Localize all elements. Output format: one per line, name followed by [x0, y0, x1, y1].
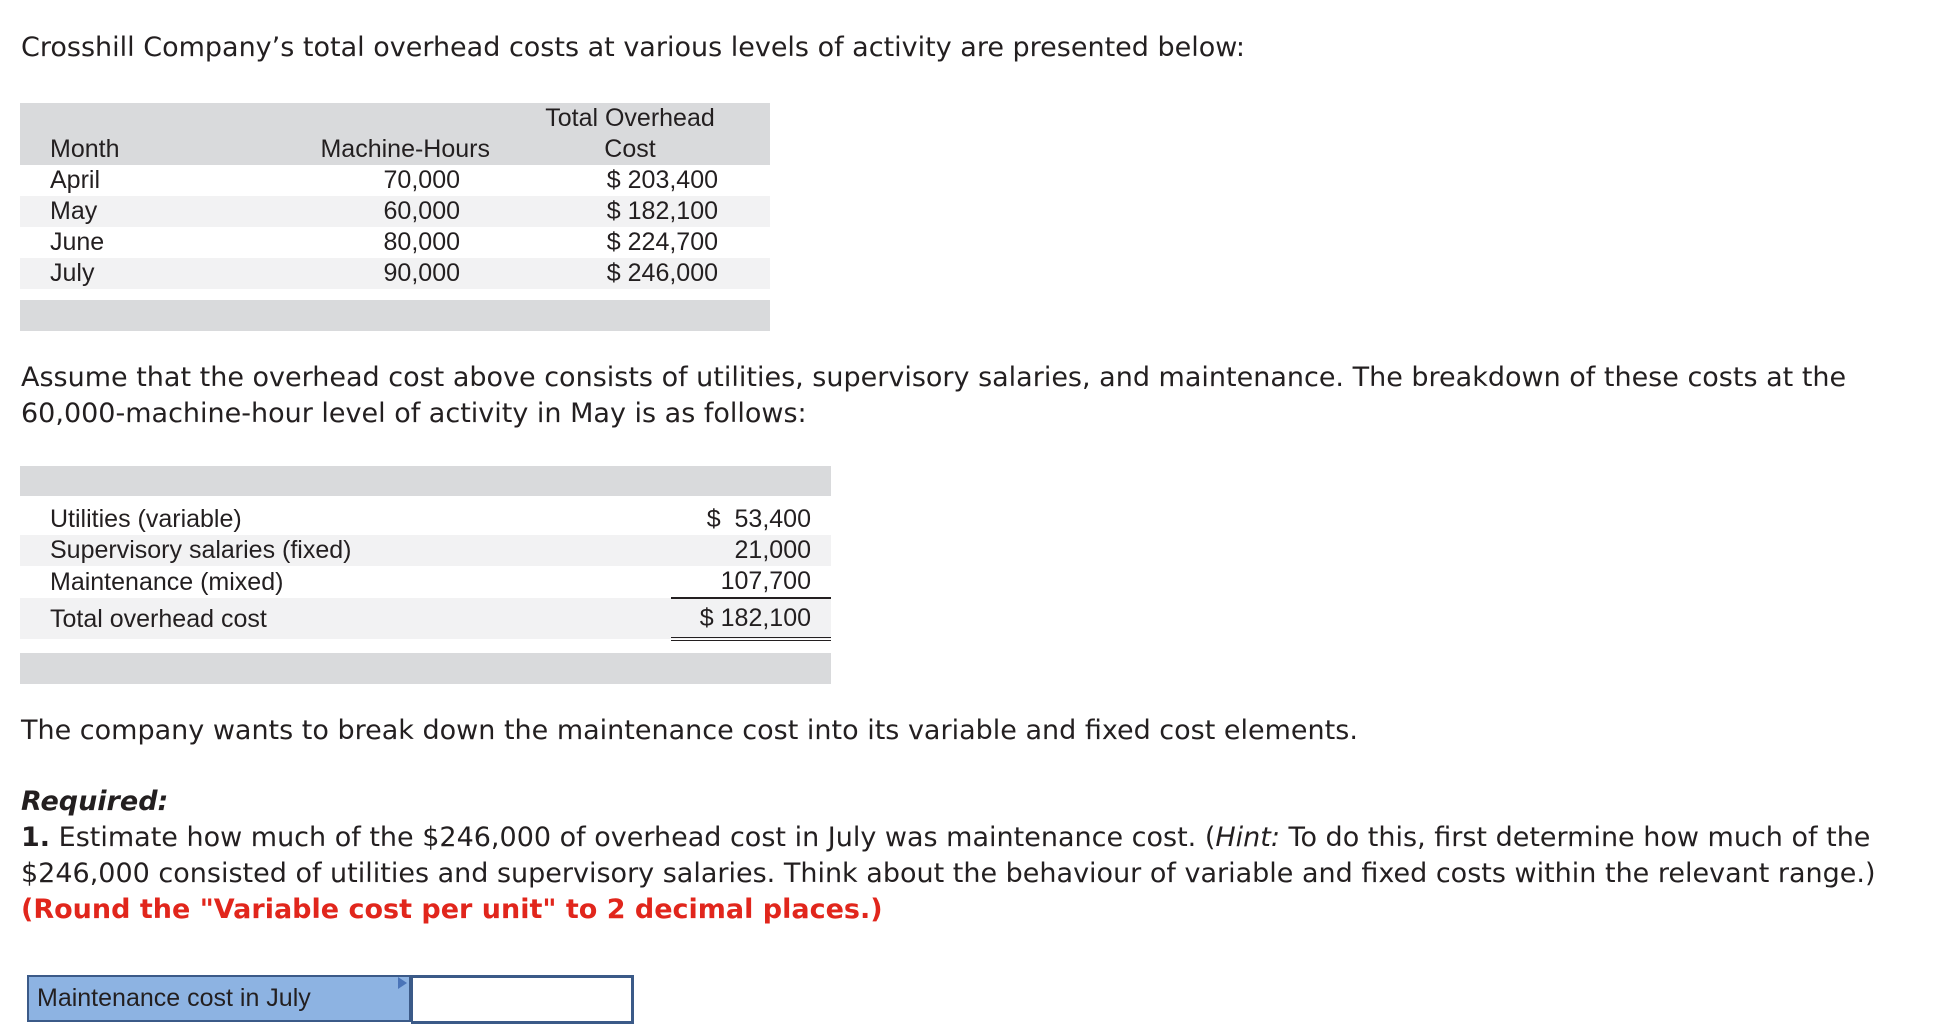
header-month: Month [20, 134, 235, 165]
header-cost: Cost [490, 134, 770, 165]
hint-label: Hint: [1215, 822, 1280, 853]
month-cell: April [50, 166, 101, 194]
cost-cell: $ 224,700 [606, 228, 718, 256]
overhead-table [20, 103, 770, 331]
table-header-row [20, 103, 770, 134]
hours-cell: 80,000 [383, 228, 460, 256]
question-text-b: To do this, first determine how much of the $246,000 consisted of utilities and supervisory salaries. Think about the behaviour of variable and fixed costs within the relevant range.) [21, 822, 1876, 889]
question-number: 1. [21, 822, 51, 853]
cost-label: Maintenance (mixed) [50, 567, 284, 596]
input-marker-icon [398, 977, 407, 989]
wants-text: The company wants to break down the maintenance cost into its variable and fixed cost elements. [21, 715, 1358, 746]
table-row [20, 196, 770, 227]
hours-cell: 70,000 [383, 166, 460, 194]
total-label: Total overhead cost [20, 598, 671, 639]
required-section [21, 784, 1941, 928]
answer-row [27, 975, 634, 1024]
month-cell: July [20, 258, 235, 289]
assume-text: Assume that the overhead cost above consists of utilities, supervisory salaries, and maintenance. The breakdown of these costs at the 60,000-machine-hour level of activity in May is as follows: [21, 362, 1847, 429]
table-footer-bar [20, 653, 831, 684]
table-footer-bar [20, 300, 770, 331]
hours-cell: 60,000 [235, 196, 490, 227]
table-row [20, 165, 770, 196]
cost-cell: $ 182,100 [490, 196, 770, 227]
cost-value: $ 53,400 [706, 505, 811, 533]
cost-breakdown-table [20, 466, 831, 684]
cost-cell: $ 203,400 [606, 166, 718, 194]
cost-value: 21,000 [671, 535, 831, 566]
table-header-bar [20, 466, 831, 496]
cost-cell: $ 246,000 [490, 258, 770, 289]
header-total-overhead: Total Overhead [490, 103, 770, 134]
question-text-a: Estimate how much of the $246,000 of overhead cost in July was maintenance cost. ( [50, 822, 1216, 853]
intro-text: Crosshill Company’s total overhead costs at various levels of activity are presented below: [21, 32, 1245, 63]
table-row [20, 504, 831, 535]
table-row [20, 258, 770, 289]
total-row [20, 598, 831, 639]
maintenance-cost-input[interactable] [411, 975, 634, 1024]
table-row [20, 566, 831, 598]
month-cell: May [20, 196, 235, 227]
table-row [20, 227, 770, 258]
hours-cell: 90,000 [235, 258, 490, 289]
total-value: $ 182,100 [671, 598, 831, 639]
cost-label: Utilities (variable) [50, 505, 242, 533]
cost-value: 107,700 [671, 566, 831, 598]
rounding-note: (Round the "Variable cost per unit" to 2 decimal places.) [21, 894, 883, 925]
answer-label: Maintenance cost in July [27, 975, 411, 1022]
cost-label: Supervisory salaries (fixed) [20, 535, 671, 566]
month-cell: June [50, 228, 105, 256]
table-header-row [20, 134, 770, 165]
required-title: Required: [21, 786, 169, 817]
table-row [20, 535, 831, 566]
header-machine-hours: Machine-Hours [235, 134, 490, 165]
